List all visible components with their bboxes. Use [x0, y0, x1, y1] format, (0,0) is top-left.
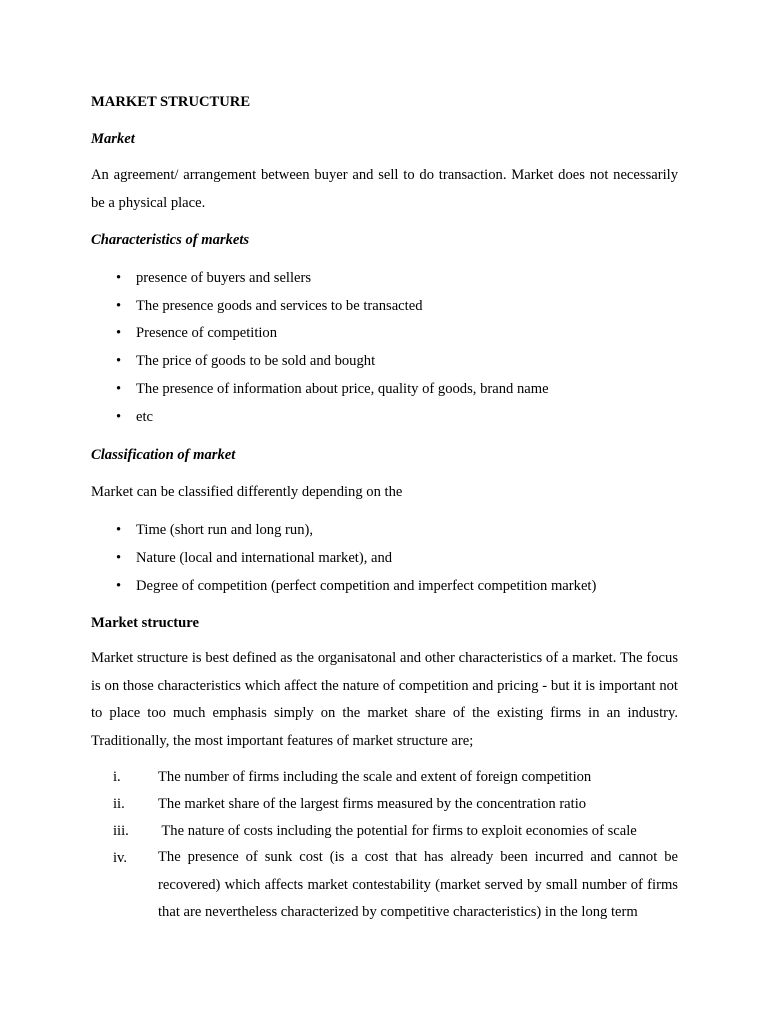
characteristics-heading: Characteristics of markets [91, 232, 250, 248]
bullet-icon: • [116, 270, 122, 286]
market-definition: An agreement/ arrangement between buyer and sell to do transaction. Market does not necessarily be a physical place. [91, 167, 678, 211]
bullet-icon: • [116, 522, 122, 538]
market-structure-heading: Market structure [91, 615, 199, 631]
document-title: MARKET STRUCTURE [91, 94, 251, 110]
bullet-icon: • [116, 298, 122, 314]
classification-intro: Market can be classified differently depending on the [91, 484, 403, 500]
bullet-icon: • [116, 578, 122, 594]
bullet-icon: • [116, 550, 122, 566]
bullet-icon: • [116, 381, 122, 397]
bullet-icon: • [116, 353, 122, 369]
market-structure-paragraph: Market structure is best defined as the organisatonal and other characteristics of a market. The focus is on those characteristics which affect the nature of competition and pricing - but it is important not to place too much emphasis simply on the market share of the existing firms in an industry. Traditionally, the most important features of market structure are; [91, 650, 678, 749]
bullet-icon: • [116, 409, 122, 425]
classification-heading: Classification of market [91, 447, 236, 463]
market-heading: Market [91, 131, 135, 147]
bullet-icon: • [116, 325, 122, 341]
